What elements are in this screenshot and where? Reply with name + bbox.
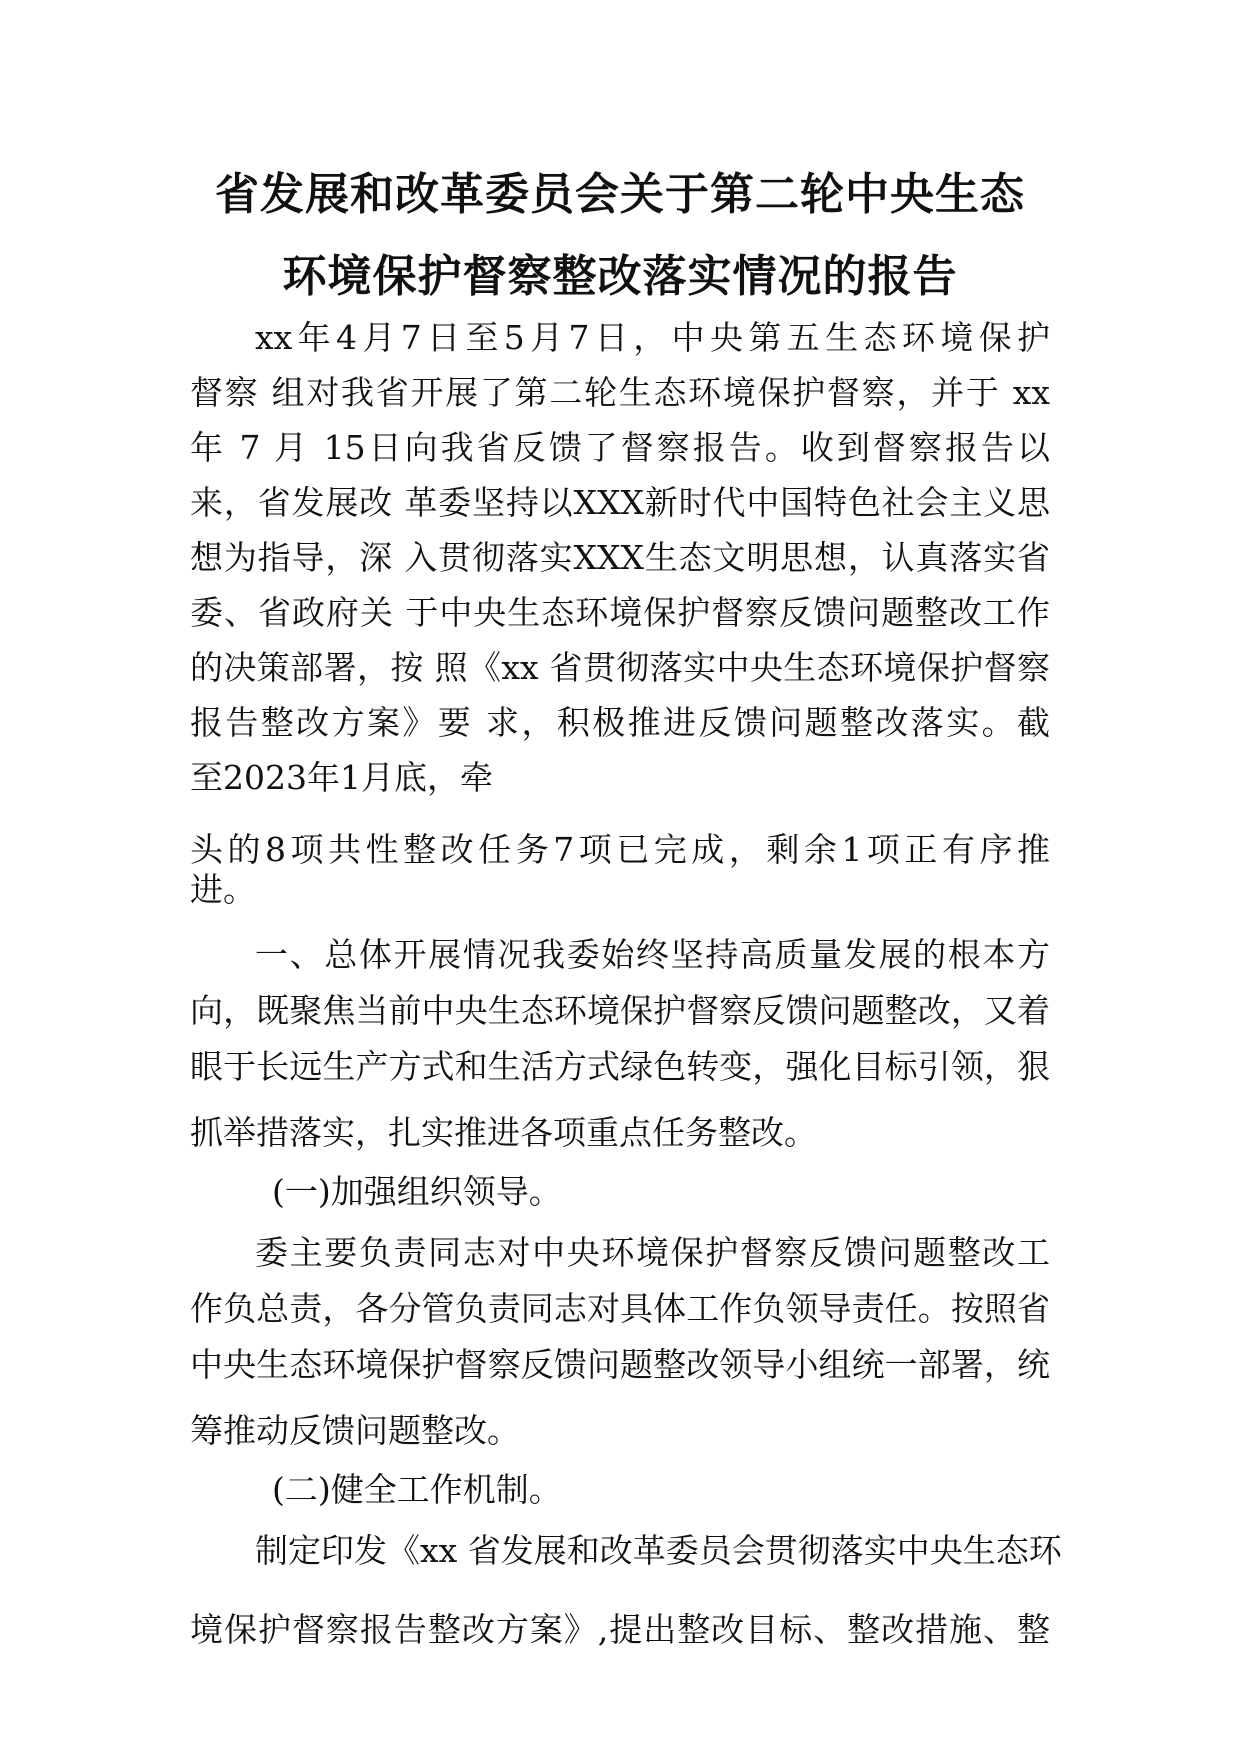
intro-line: 督察 组对我省开展了第二轮生态环境保护督察，并于 xx	[190, 373, 1050, 412]
document-title-line-2: 环境保护督察整改落实情况的报告	[282, 251, 958, 302]
intro-line: xx年4月7日至5月7日，中央第五生态环境保护	[255, 318, 1050, 357]
sub-1-line: 筹推动反馈问题整改。	[190, 1411, 520, 1450]
intro-line: 来，省发展改 革委坚持以XXX新时代中国特色社会主义思	[190, 483, 1050, 522]
section-1-line: 向，既聚焦当前中央生态环境保护督察反馈问题整改，又着	[190, 991, 1050, 1030]
sub-2-line: 制定印发《xx 省发展和改革委员会贯彻落实中央生态环	[255, 1531, 1062, 1570]
subheading-1: (一)加强组织领导。	[272, 1172, 562, 1211]
sub-1-line: 作负总责，各分管负责同志对具体工作负领导责任。按照省	[190, 1289, 1050, 1328]
document-title-line-1: 省发展和改革委员会关于第二轮中央生态	[215, 169, 1025, 220]
progress-line: 进。	[190, 870, 256, 909]
subheading-2: (二)健全工作机制。	[272, 1470, 562, 1509]
sub-1-line: 中央生态环境保护督察反馈问题整改领导小组统一部署，统	[190, 1345, 1050, 1384]
intro-line: 年 7 月 15日向我省反馈了督察报告。收到督察报告以	[190, 428, 1050, 467]
intro-line: 想为指导，深 入贯彻落实XXX生态文明思想，认真落实省	[190, 538, 1050, 577]
section-1-line: 抓举措落实，扎实推进各项重点任务整改。	[190, 1113, 817, 1152]
section-1-line: 一、总体开展情况我委始终坚持高质量发展的根本方	[255, 935, 1050, 974]
intro-line: 至2023年1月底，牵	[190, 758, 493, 797]
intro-line: 报告整改方案》要 求，积极推进反馈问题整改落实。截	[190, 703, 1050, 742]
section-1-line: 眼于长远生产方式和生活方式绿色转变，强化目标引领，狠	[190, 1047, 1050, 1086]
intro-line: 委、省政府关 于中央生态环境保护督察反馈问题整改工作	[190, 593, 1050, 632]
sub-2-line: 境保护督察报告整改方案》,提出整改目标、整改措施、整	[190, 1610, 1050, 1649]
progress-line: 头的8项共性整改任务7项已完成，剩余1项正有序推	[190, 830, 1050, 869]
sub-1-line: 委主要负责同志对中央环境保护督察反馈问题整改工	[255, 1233, 1050, 1272]
intro-line: 的决策部署，按 照《xx 省贯彻落实中央生态环境保护督察	[190, 648, 1050, 687]
